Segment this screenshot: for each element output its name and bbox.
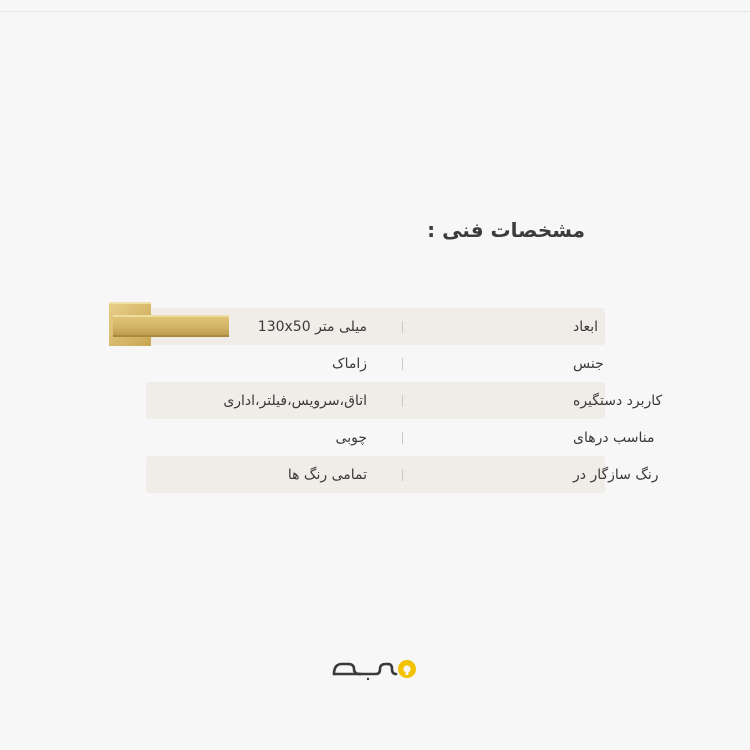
spec-row-material — [146, 345, 605, 382]
spec-value: 130x50 میلی متر — [257, 318, 367, 335]
spec-value: زاماک — [332, 355, 367, 372]
spec-label: ابعاد — [573, 318, 599, 335]
spec-value: چوبی — [335, 429, 367, 446]
spec-value: تمامی رنگ ها — [287, 466, 367, 483]
spec-label: جنس — [573, 355, 604, 372]
door-handle-image — [109, 302, 231, 346]
spec-label: کاربرد دستگیره — [573, 392, 663, 409]
spec-label: مناسب درهای — [573, 429, 655, 446]
separator — [402, 395, 403, 407]
separator — [402, 432, 403, 444]
top-divider — [0, 11, 750, 12]
spec-label: رنگ سازگار در — [573, 466, 659, 483]
spec-row-usage — [146, 382, 663, 419]
separator — [402, 358, 403, 370]
separator — [402, 469, 403, 481]
brand-logo — [330, 654, 420, 682]
spec-row-color — [146, 456, 659, 493]
spec-row-door-type — [146, 419, 655, 456]
brand-wordmark-icon — [334, 664, 396, 680]
page-title: مشخصات فنی : — [427, 218, 585, 242]
separator — [402, 321, 403, 333]
spec-value: اتاق،سرویس،فیلتر،اداری — [223, 392, 367, 409]
